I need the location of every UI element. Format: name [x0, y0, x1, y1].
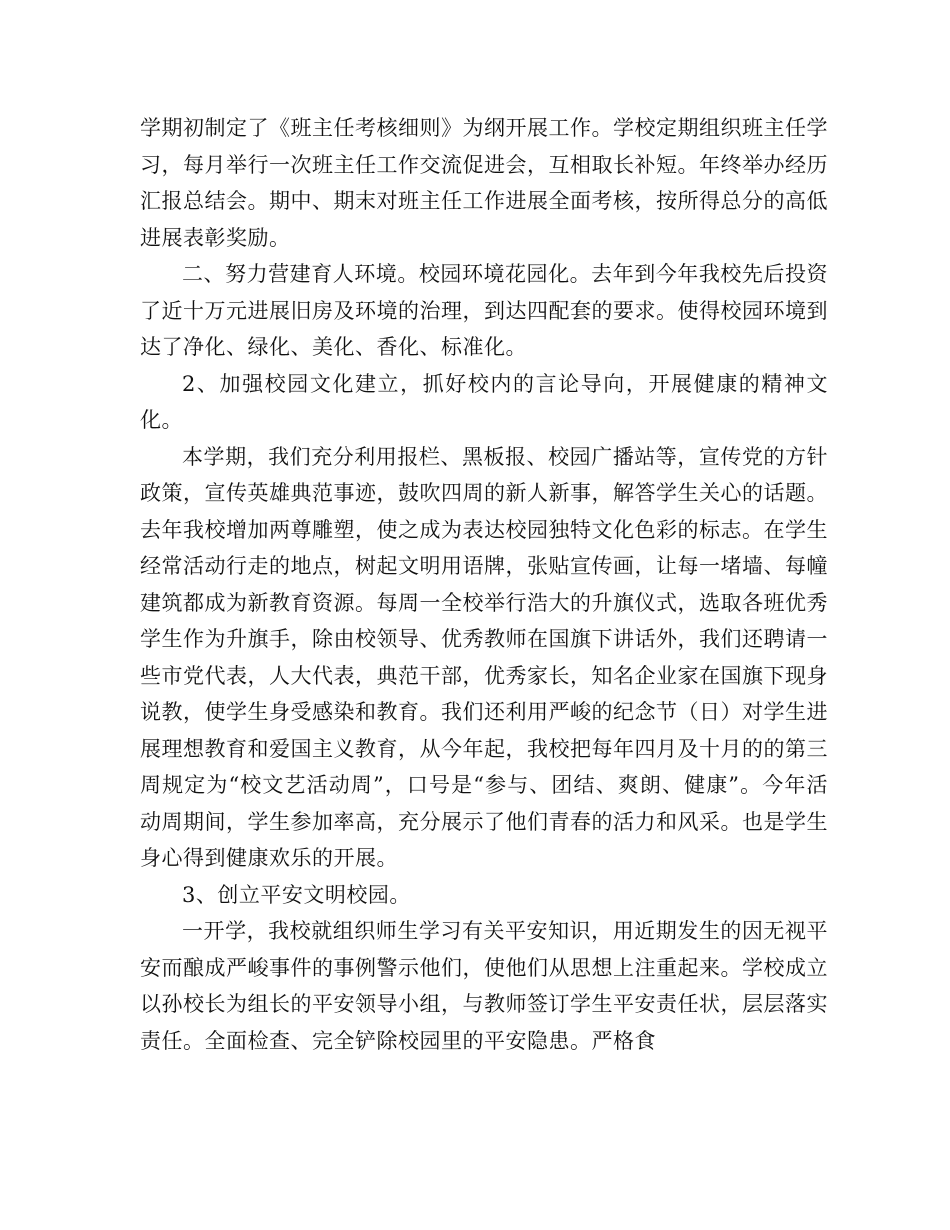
paragraph-2: 二、努力营建育人环境。校园环境花园化。去年到今年我校先后投资了近十万元进展旧房及环境的治理，到达四配套的要求。使得校园环境到达了净化、绿化、美化、香化、标准化。: [140, 262, 828, 359]
paragraph-5: 3、创立平安文明校园。: [182, 882, 411, 907]
paragraph-3: 2、加强校园文化建立，抓好校内的言论导向，开展健康的精神文化。: [140, 371, 828, 432]
paragraph-1: 学期初制定了《班主任考核细则》为纲开展工作。学校定期组织班主任学习，每月举行一次班主任工作交流促进会，互相取长补短。年终举办经历汇报总结会。期中、期末对班主任工作进展全面考核，按所得总分的高低进展表彰奖励。: [140, 116, 828, 250]
paragraph-6: 一开学，我校就组织师生学习有关平安知识，用近期发生的因无视平安而酿成严峻事件的事例警示他们，使他们从思想上注重起来。学校成立以孙校长为组长的平安领导小组，与教师签订学生平安责任状，层层落实责任。全面检查、完全铲除校园里的平安隐患。严格食: [140, 919, 828, 1053]
document-body: [140, 110, 828, 1059]
paragraph-4: 本学期，我们充分利用报栏、黑板报、校园广播站等，宣传党的方针政策，宣传英雄典范事迹，鼓吹四周的新人新事，解答学生关心的话题。去年我校增加两尊雕塑，使之成为表达校园独特文化色彩的标志。在学生经常活动行走的地点，树起文明用语牌，张贴宣传画，让每一堵墙、每幢建筑都成为新教育资源。每周一全校举行浩大的升旗仪式，选取各班优秀学生作为升旗手，除由校领导、优秀教师在国旗下讲话外，我们还聘请一些市党代表，人大代表，典范干部，优秀家长，知名企业家在国旗下现身说教，使学生身受感染和教育。我们还利用严峻的纪念节（日）对学生进展理想教育和爱国主义教育，从今年起，我校把每年四月及十月的的第三周规定为“校文艺活动周”，口号是“参与、团结、爽朗、健康”。今年活动周期间，学生参加率高，充分展示了他们青春的活力和风采。也是学生身心得到健康欢乐的开展。: [140, 444, 828, 870]
